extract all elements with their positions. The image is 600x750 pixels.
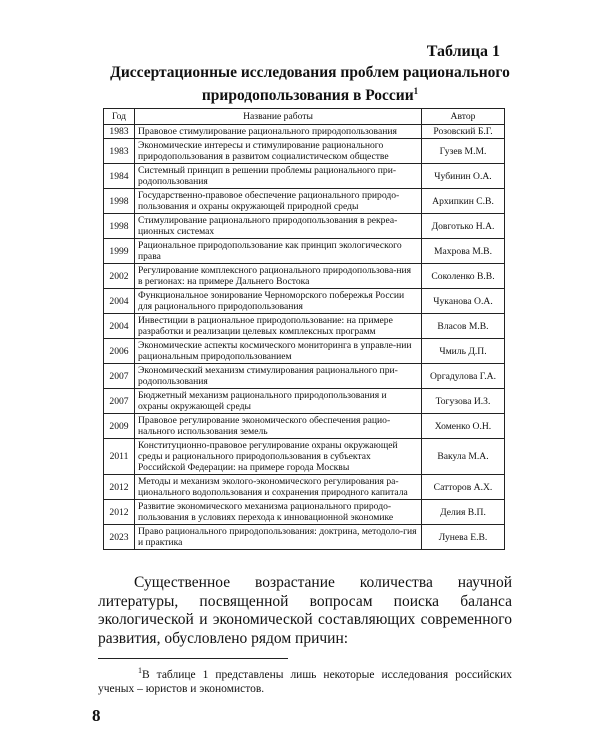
cell-author: Чуканова О.А. — [422, 289, 505, 314]
cell-year: 1984 — [104, 164, 135, 189]
table-title-text: Диссертационные исследования проблем рационального природопользования в России — [110, 64, 510, 105]
cell-author: Сатторов А.Х. — [422, 475, 505, 500]
cell-title: Методы и механизм эколого-экономического регулирования ра-ционального водопользования и сохранения природного капитала — [135, 475, 422, 500]
footnote-text: В таблице 1 представлены лишь некоторые исследования российских ученых – юристов и экономистов. — [98, 668, 512, 696]
table-row — [104, 339, 505, 364]
cell-author: Соколенко В.В. — [422, 264, 505, 289]
cell-year: 2004 — [104, 314, 135, 339]
cell-year: 2012 — [104, 475, 135, 500]
cell-author: Чмиль Д.П. — [422, 339, 505, 364]
cell-year: 1999 — [104, 239, 135, 264]
cell-year: 2007 — [104, 389, 135, 414]
cell-year: 2012 — [104, 500, 135, 525]
table-row — [104, 439, 505, 475]
cell-title: Экономические интересы и стимулирование рационального природопользования в развитом социалистическом обществе — [135, 139, 422, 164]
cell-author: Розовский Б.Г. — [422, 125, 505, 139]
footnote-marker: 1 — [138, 666, 142, 675]
cell-year: 2009 — [104, 414, 135, 439]
table-row — [104, 525, 505, 550]
cell-author: Тогузова И.З. — [422, 389, 505, 414]
cell-year: 1998 — [104, 214, 135, 239]
table-title — [110, 64, 510, 105]
page-number: 8 — [92, 706, 101, 725]
cell-title: Бюджетный механизм рационального природопользования и охраны окружающей среды — [135, 389, 422, 414]
cell-year: 2011 — [104, 439, 135, 475]
cell-author: Чубинин О.А. — [422, 164, 505, 189]
table-row — [104, 214, 505, 239]
cell-year: 2023 — [104, 525, 135, 550]
cell-title: Экономические аспекты космического мониторинга в управле-нии рациональным природопользованием — [135, 339, 422, 364]
table-label: Таблица 1 — [426, 43, 500, 60]
footnote — [98, 664, 512, 697]
table-row — [104, 189, 505, 214]
table-row — [104, 314, 505, 339]
table-row — [104, 389, 505, 414]
cell-title: Системный принцип в решении проблемы рационального при-родопользования — [135, 164, 422, 189]
table-row — [104, 289, 505, 314]
table-row — [104, 164, 505, 189]
table-body — [104, 125, 505, 550]
cell-title: Правовое стимулирование рационального природопользования — [135, 125, 422, 139]
cell-year: 2007 — [104, 364, 135, 389]
body-paragraph: Существенное возрастание количества научной литературы, посвященной вопросам поиска баланса экологической и экономической составляющих современного развития, обусловлено рядом причин: — [98, 574, 512, 647]
table-row — [104, 125, 505, 139]
header-title: Название работы — [135, 109, 422, 125]
cell-author: Довготько Н.А. — [422, 214, 505, 239]
footnote-divider — [98, 658, 288, 659]
cell-title: Функциональное зонирование Черноморского побережья России для рационального природопользования — [135, 289, 422, 314]
table-row — [104, 475, 505, 500]
table-row — [104, 139, 505, 164]
footnote-ref: 1 — [413, 86, 419, 96]
cell-year: 1998 — [104, 189, 135, 214]
cell-title: Экономический механизм стимулирования рационального при-родопользования — [135, 364, 422, 389]
cell-author: Делия В.П. — [422, 500, 505, 525]
cell-title: Регулирование комплексного рационального природопользова-ния в регионах: на примере Дальнего Востока — [135, 264, 422, 289]
cell-author: Хоменко О.Н. — [422, 414, 505, 439]
table-row — [104, 500, 505, 525]
cell-year: 2006 — [104, 339, 135, 364]
table-row — [104, 264, 505, 289]
cell-author: Архипкин С.В. — [422, 189, 505, 214]
table-row — [104, 239, 505, 264]
table-header-row — [104, 109, 505, 125]
dissertations-table — [103, 108, 505, 550]
table-row — [104, 414, 505, 439]
cell-author: Оргадулова Г.А. — [422, 364, 505, 389]
cell-author: Власов М.В. — [422, 314, 505, 339]
cell-title: Развитие экономического механизма рационального природо-пользования в условиях перехода к инновационной экономике — [135, 500, 422, 525]
cell-year: 1983 — [104, 139, 135, 164]
cell-author: Махрова М.В. — [422, 239, 505, 264]
cell-title: Конституционно-правовое регулирование охраны окружающей среды и рационального природопользования в субъектах Российской Федерации: на примере города Москвы — [135, 439, 422, 475]
cell-year: 2002 — [104, 264, 135, 289]
header-year: Год — [104, 109, 135, 125]
cell-title: Инвестиции в рациональное природопользование: на примере разработки и реализации целевых комплексных программ — [135, 314, 422, 339]
cell-author: Вакула М.А. — [422, 439, 505, 475]
cell-year: 1983 — [104, 125, 135, 139]
cell-year: 2004 — [104, 289, 135, 314]
cell-author: Гузев М.М. — [422, 139, 505, 164]
cell-title: Стимулирование рационального природопользования в рекреа-ционных системах — [135, 214, 422, 239]
cell-title: Правовое регулирование экономического обеспечения рацио-нального использования земель — [135, 414, 422, 439]
header-author: Автор — [422, 109, 505, 125]
cell-title: Государственно-правовое обеспечение рационального природо-пользования и охраны окружающей природной среды — [135, 189, 422, 214]
table-row — [104, 364, 505, 389]
cell-author: Лунева Е.В. — [422, 525, 505, 550]
cell-title: Рациональное природопользование как принцип экологического права — [135, 239, 422, 264]
cell-title: Право рационального природопользования: доктрина, методоло-гия и практика — [135, 525, 422, 550]
